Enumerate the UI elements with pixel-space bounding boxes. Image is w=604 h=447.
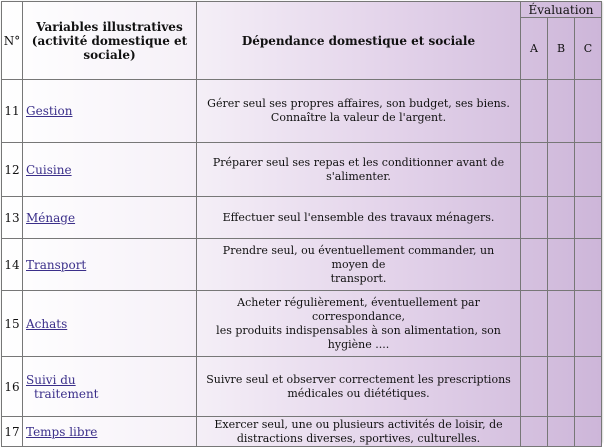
row-num: 11	[2, 80, 23, 143]
row-description	[197, 197, 521, 239]
row-num: 12	[2, 143, 23, 197]
row-variable	[23, 80, 197, 143]
eval-cell-c[interactable]	[575, 80, 602, 143]
eval-cell-a[interactable]	[521, 197, 548, 239]
eval-cell-a[interactable]	[521, 80, 548, 143]
table-row	[2, 80, 602, 143]
table-row	[2, 143, 602, 197]
header-evaluation: Évaluation	[521, 2, 602, 18]
eval-cell-c[interactable]	[575, 239, 602, 291]
desc-line1: Préparer seul ses repas et les conditionner avant de	[212, 155, 505, 169]
header-col-b: B	[548, 18, 575, 80]
table-row	[2, 239, 602, 291]
row-variable	[23, 357, 197, 417]
desc-line1: Gérer seul ses propres affaires, son budget, ses biens.	[207, 97, 510, 110]
header-variables-line2: (activité domestique et sociale)	[31, 33, 188, 62]
desc-line1: Effectuer seul l'ensemble des travaux ménagers.	[222, 210, 495, 224]
desc-line1: Acheter régulièrement, éventuellement par correspondance,	[237, 295, 480, 323]
row-num: 16	[2, 357, 23, 417]
table-row	[2, 197, 602, 239]
row-num: 15	[2, 291, 23, 357]
header-col-a: A	[521, 18, 548, 80]
eval-cell-c[interactable]	[575, 417, 602, 447]
eval-cell-a[interactable]	[521, 143, 548, 197]
eval-cell-b[interactable]	[548, 291, 575, 357]
desc-line2: distractions diverses, sportives, culturelles.	[236, 431, 481, 445]
row-description	[197, 239, 521, 291]
row-description	[197, 417, 521, 447]
variable-link-cuisine[interactable]: Cuisine	[26, 162, 72, 177]
eval-cell-b[interactable]	[548, 357, 575, 417]
row-variable	[23, 239, 197, 291]
row-num: 17	[2, 417, 23, 447]
table-row	[2, 357, 602, 417]
variable-link-temps-libre[interactable]: Temps libre	[26, 424, 98, 439]
eval-cell-c[interactable]	[575, 291, 602, 357]
variable-line2: traitement	[34, 386, 99, 401]
row-num: 14	[2, 239, 23, 291]
header-num: N°	[2, 2, 23, 80]
row-num: 13	[2, 197, 23, 239]
table-frame	[1, 1, 601, 445]
eval-cell-c[interactable]	[575, 357, 602, 417]
row-variable	[23, 291, 197, 357]
desc-line2: médicales ou diététiques.	[287, 386, 430, 400]
evaluation-table	[1, 1, 602, 447]
header-variables-line1: Variables illustratives	[36, 19, 183, 34]
variable-link-transport[interactable]: Transport	[26, 257, 87, 272]
table-row	[2, 417, 602, 447]
variable-link-gestion[interactable]: Gestion	[26, 104, 73, 118]
table-row	[2, 291, 602, 357]
row-description	[197, 291, 521, 357]
row-variable	[23, 143, 197, 197]
eval-cell-b[interactable]	[548, 197, 575, 239]
eval-cell-a[interactable]	[521, 417, 548, 447]
row-description	[197, 357, 521, 417]
row-variable	[23, 197, 197, 239]
variable-link-achats[interactable]: Achats	[26, 316, 68, 331]
eval-cell-b[interactable]	[548, 417, 575, 447]
eval-cell-c[interactable]	[575, 197, 602, 239]
desc-line1: Prendre seul, ou éventuellement commander, un moyen de	[222, 243, 495, 271]
row-description	[197, 143, 521, 197]
variable-line1: Suivi du	[26, 372, 76, 387]
variable-link-suivi-du-traitement[interactable]	[26, 373, 99, 401]
desc-line2: transport.	[330, 271, 387, 285]
eval-cell-a[interactable]	[521, 357, 548, 417]
header-variables	[23, 2, 197, 80]
header-col-c: C	[575, 18, 602, 80]
desc-line2: les produits indispensables à son alimentation, son hygiène ....	[216, 323, 501, 351]
eval-cell-b[interactable]	[548, 239, 575, 291]
header-dependance: Dépendance domestique et sociale	[197, 2, 521, 80]
desc-line1: Suivre seul et observer correctement les prescriptions	[206, 372, 511, 386]
variable-link-menage[interactable]: Ménage	[26, 210, 76, 225]
eval-cell-b[interactable]	[548, 143, 575, 197]
eval-cell-c[interactable]	[575, 143, 602, 197]
row-description	[197, 80, 521, 143]
desc-line2: s'alimenter.	[326, 169, 391, 183]
desc-line2: Connaître la valeur de l'argent.	[270, 111, 447, 124]
eval-cell-b[interactable]	[548, 80, 575, 143]
desc-line1: Exercer seul, une ou plusieurs activités de loisir, de	[214, 417, 503, 431]
eval-cell-a[interactable]	[521, 291, 548, 357]
row-variable	[23, 417, 197, 447]
eval-cell-a[interactable]	[521, 239, 548, 291]
